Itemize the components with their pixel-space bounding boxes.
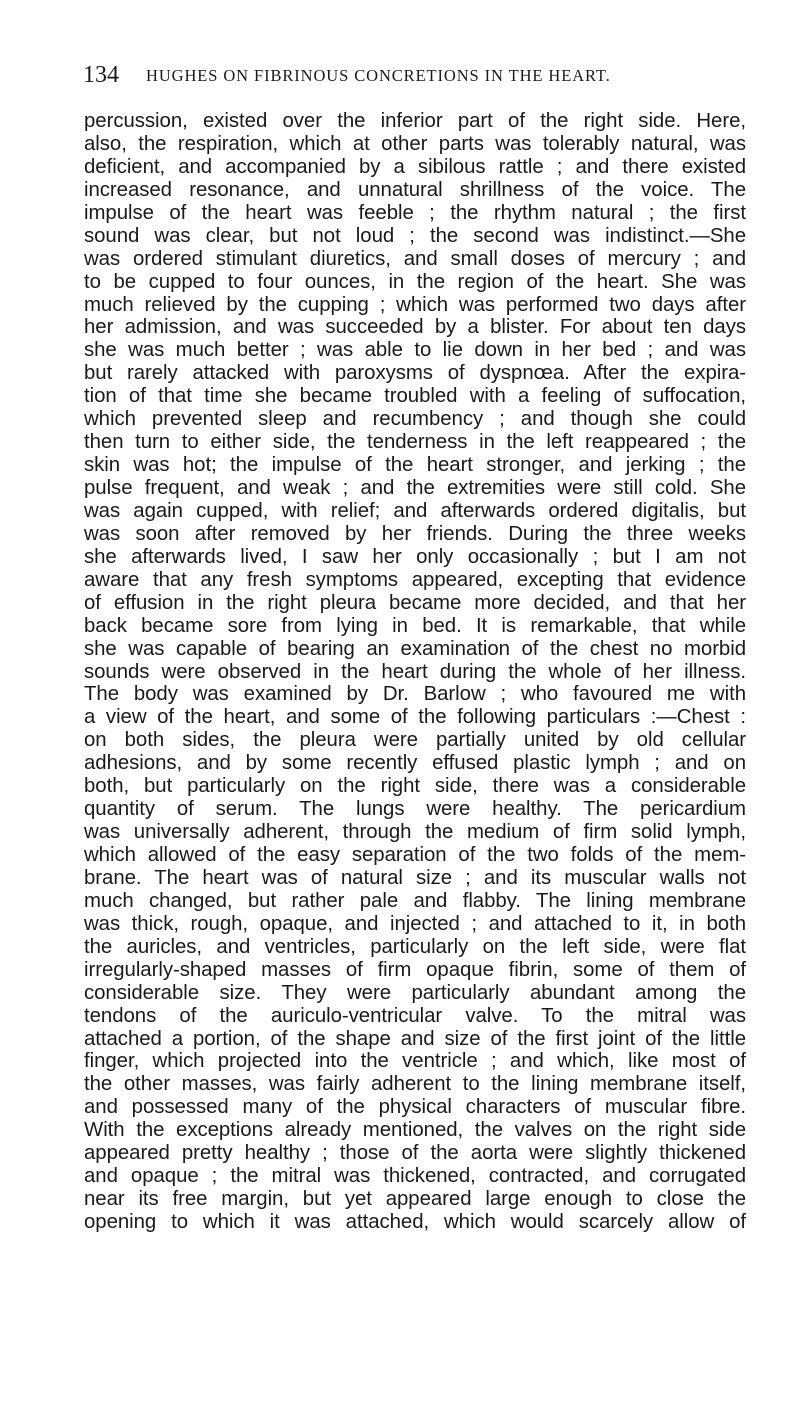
text-line: near its free margin, but yet appeared large enough to close the bbox=[84, 1188, 746, 1211]
text-line: she was capable of bearing an examination of the chest no morbid bbox=[84, 637, 746, 660]
text-line: finger, which projected into the ventricle ; and which, like most of bbox=[84, 1050, 746, 1073]
text-line: attached a portion, of the shape and size of the first joint of the little bbox=[84, 1027, 746, 1050]
text-line: and possessed many of the physical characters of muscular fibre. bbox=[84, 1096, 746, 1119]
text-line: the other masses, was fairly adherent to the lining membrane itself, bbox=[84, 1073, 746, 1096]
text-line: was thick, rough, opaque, and injected ; and attached to it, in both bbox=[84, 912, 746, 935]
text-line: which prevented sleep and recumbency ; and though she could bbox=[84, 408, 746, 431]
text-line: to be cupped to four ounces, in the region of the heart. She was bbox=[84, 270, 746, 293]
text-line: irregularly-shaped masses of firm opaque fibrin, some of them of bbox=[84, 958, 746, 981]
text-line: much changed, but rather pale and flabby. The lining membrane bbox=[84, 889, 746, 912]
text-line: quantity of serum. The lungs were healthy. The pericardium bbox=[84, 798, 746, 821]
text-line: of effusion in the right pleura became more decided, and that her bbox=[84, 591, 746, 614]
text-line: much relieved by the cupping ; which was performed two days after bbox=[84, 293, 746, 316]
text-line: pulse frequent, and weak ; and the extremities were still cold. She bbox=[84, 477, 746, 499]
running-title: HUGHES ON FIBRINOUS CONCRETIONS IN THE HEART. bbox=[146, 66, 611, 85]
text-line: the auricles, and ventricles, particularly on the left side, were flat bbox=[84, 935, 746, 958]
text-line: sound was clear, but not loud ; the second was indistinct.—She bbox=[84, 224, 746, 247]
text-line: opening to which it was attached, which would scarcely allow of bbox=[84, 1211, 746, 1233]
page-number: 134 bbox=[83, 62, 119, 88]
text-line: deficient, and accompanied by a sibilous rattle ; and there existed bbox=[84, 155, 746, 178]
text-line: back became sore from lying in bed. It is remarkable, that while bbox=[84, 614, 746, 637]
text-line: increased resonance, and unnatural shrillness of the voice. The bbox=[84, 178, 746, 201]
text-line: skin was hot; the impulse of the heart stronger, and jerking ; the bbox=[84, 454, 746, 477]
text-line: appeared pretty healthy ; those of the aorta were slightly thickened bbox=[84, 1142, 746, 1165]
text-line: both, but particularly on the right side, there was a considerable bbox=[84, 775, 746, 798]
text-line: a view of the heart, and some of the following particulars :—Chest : bbox=[84, 706, 746, 729]
text-line: adhesions, and by some recently effused plastic lymph ; and on bbox=[84, 752, 746, 775]
text-line: and opaque ; the mitral was thickened, contracted, and corrugated bbox=[84, 1165, 746, 1188]
text-line: impulse of the heart was feeble ; the rhythm natural ; the first bbox=[84, 201, 746, 224]
text-line: tion of that time she became troubled with a feeling of suffocation, bbox=[84, 385, 746, 408]
text-line: tendons of the auriculo-ventricular valve. To the mitral was bbox=[84, 1004, 746, 1027]
text-line: The body was examined by Dr. Barlow ; who favoured me with bbox=[84, 683, 746, 706]
text-line: was universally adherent, through the medium of firm solid lymph, bbox=[84, 821, 746, 844]
text-line: she was much better ; was able to lie down in her bed ; and was bbox=[84, 339, 746, 362]
running-head bbox=[83, 62, 743, 92]
text-line: on both sides, the pleura were partially united by old cellular bbox=[84, 729, 746, 752]
text-line: brane. The heart was of natural size ; and its muscular walls not bbox=[84, 866, 746, 889]
text-line: she afterwards lived, I saw her only occasionally ; but I am not bbox=[84, 545, 746, 568]
text-line: her admission, and was succeeded by a blister. For about ten days bbox=[84, 316, 746, 339]
text-line: With the exceptions already mentioned, the valves on the right side bbox=[84, 1119, 746, 1142]
text-line: percussion, existed over the inferior part of the right side. Here, bbox=[84, 110, 746, 132]
text-line: but rarely attacked with paroxysms of dyspnœa. After the expira- bbox=[84, 362, 746, 385]
body-text bbox=[84, 110, 746, 1234]
text-line: was soon after removed by her friends. During the three weeks bbox=[84, 522, 746, 545]
text-line: also, the respiration, which at other parts was tolerably natural, was bbox=[84, 132, 746, 155]
text-line: then turn to either side, the tenderness in the left reappeared ; the bbox=[84, 431, 746, 454]
text-line: which allowed of the easy separation of the two folds of the mem- bbox=[84, 844, 746, 866]
text-line: aware that any fresh symptoms appeared, excepting that evidence bbox=[84, 568, 746, 591]
text-line: was ordered stimulant diuretics, and small doses of mercury ; and bbox=[84, 247, 746, 270]
text-line: was again cupped, with relief; and afterwards ordered digitalis, but bbox=[84, 499, 746, 522]
text-line: sounds were observed in the heart during the whole of her illness. bbox=[84, 660, 746, 683]
text-line: considerable size. They were particularly abundant among the bbox=[84, 981, 746, 1004]
